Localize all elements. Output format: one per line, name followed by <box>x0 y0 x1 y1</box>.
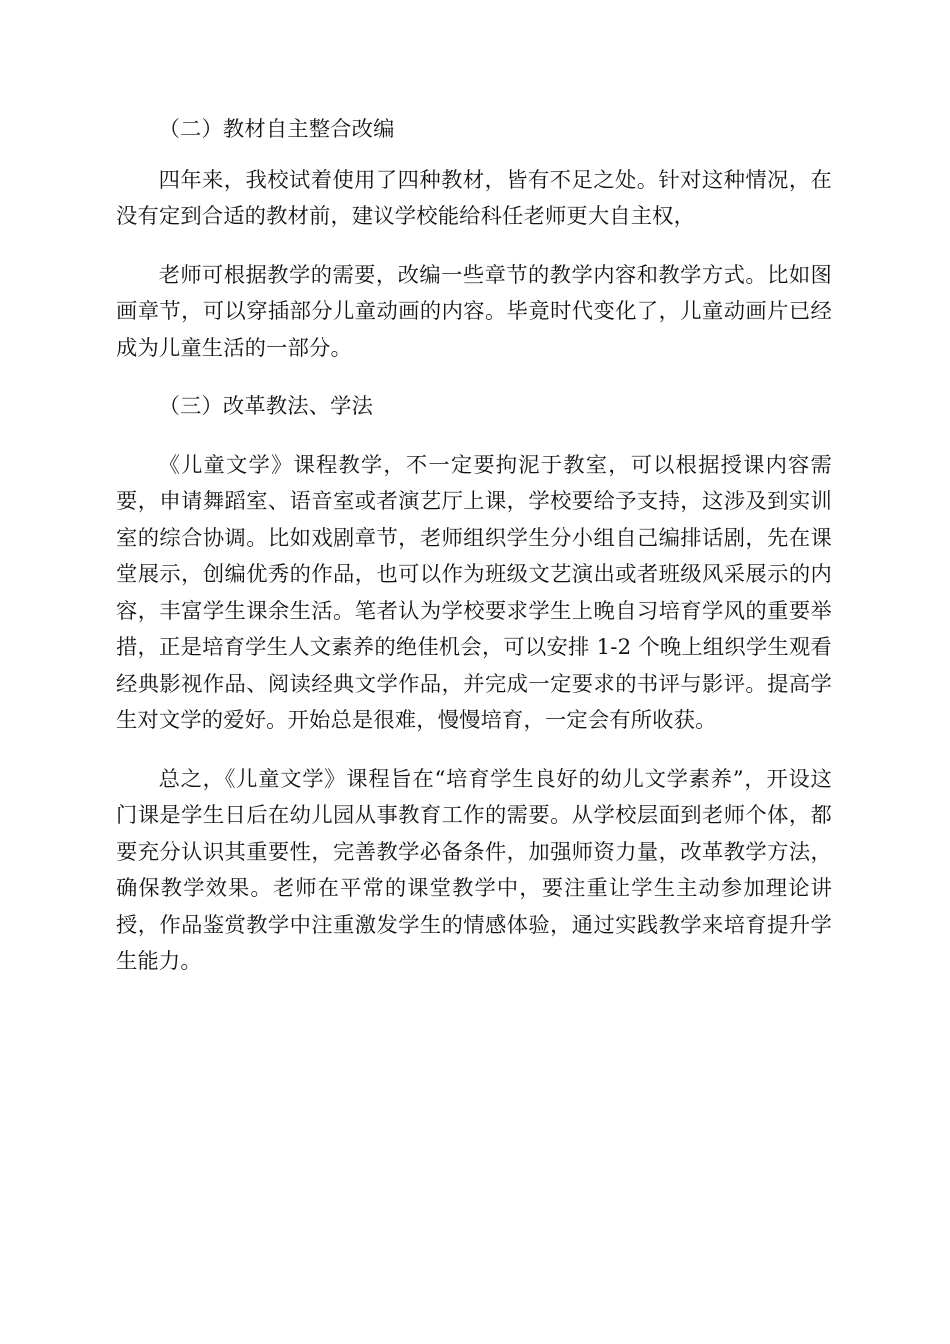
section-heading-3: （三）改革教法、学法 <box>158 394 374 419</box>
paragraph-2: 老师可根据教学的需要，改编一些章节的教学内容和教学方式。比如图画章节，可以穿插部分儿童动画的内容。毕竟时代变化了，儿童动画片已经成为儿童生活的一部分。 <box>116 262 832 361</box>
section-heading-2: （二）教材自主整合改编 <box>158 117 395 142</box>
paragraph-4: 总之，《儿童文学》课程旨在“培育学生良好的幼儿文学素养”，开设这门课是学生日后在幼儿园从事教育工作的需要。从学校层面到老师个体，都要充分认识其重要性，完善教学必备条件，加强师资力量，改革教学方法，确保教学效果。老师在平常的课堂教学中，要注重让学生主动参加理论讲授，作品鉴赏教学中注重激发学生的情感体验，通过实践教学来培育提升学生能力。 <box>116 766 832 974</box>
document-body <box>116 112 832 981</box>
paragraph-1: 四年来，我校试着使用了四种教材，皆有不足之处。针对这种情况，在没有定到合适的教材前，建议学校能给科任老师更大自主权， <box>116 167 832 229</box>
paragraph-3: 《儿童文学》课程教学，不一定要拘泥于教室，可以根据授课内容需要，申请舞蹈室、语音室或者演艺厅上课，学校要给予支持，这涉及到实训室的综合协调。比如戏剧章节，老师组织学生分小组自己编排话剧，先在课堂展示，创编优秀的作品，也可以作为班级文艺演出或者班级风采展示的内容，丰富学生课余生活。笔者认为学校要求学生上晚自习培育学风的重要举措，正是培育学生人文素养的绝佳机会，可以安排 1-2 个晚上组织学生观看经典影视作品、阅读经典文学作品，并完成一定要求的书评与影评。提高学生对文学的爱好。开始总是很难，慢慢培育，一定会有所收获。 <box>116 452 832 733</box>
